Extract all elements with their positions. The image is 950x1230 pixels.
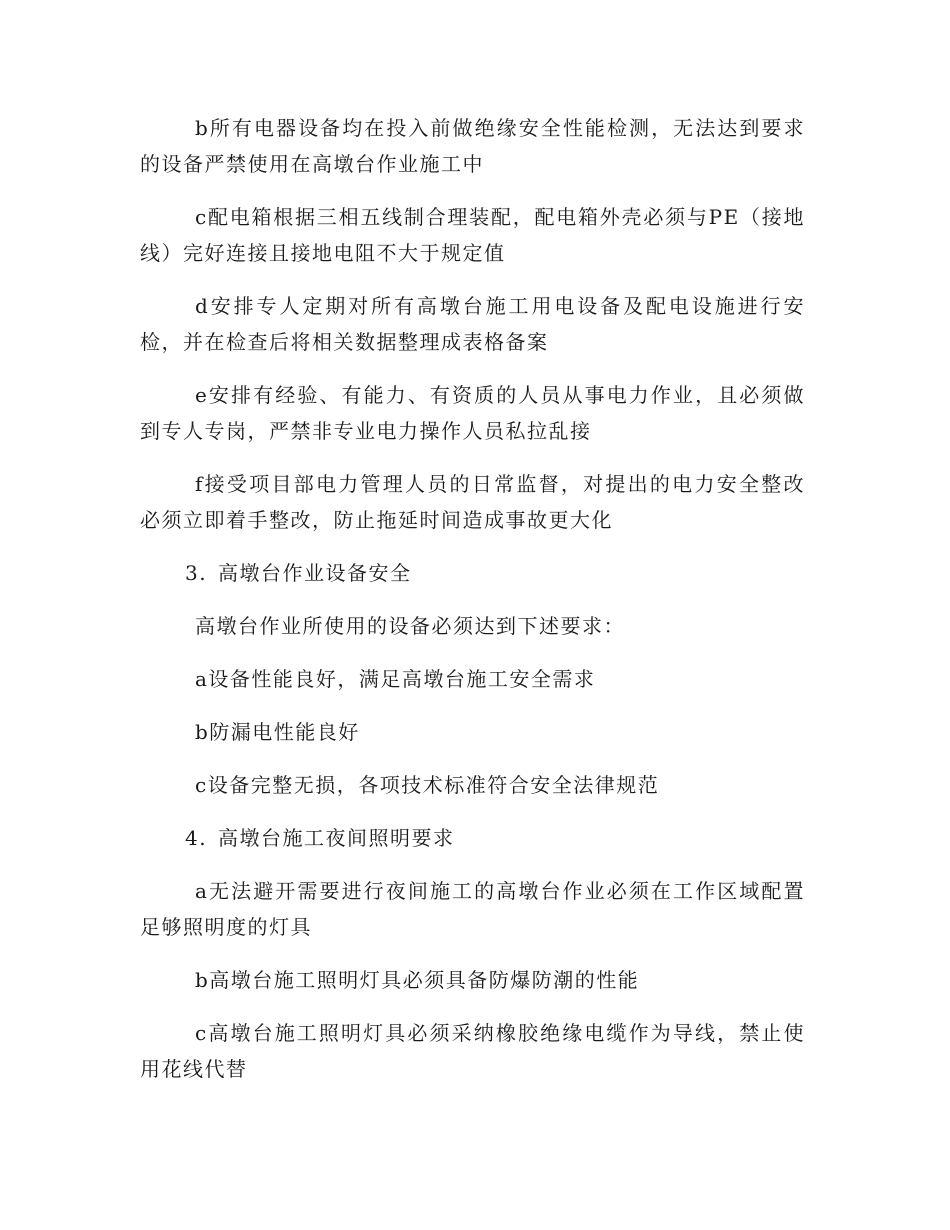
paragraph-a-equipment-performance: a设备性能良好，满足高墩台施工安全需求 <box>195 667 596 691</box>
paragraph-b-electrical-inspection: b所有电器设备均在投入前做绝缘安全性能检测，无法达到要求的设备严禁使用在高墩台作业施工中 <box>140 116 805 176</box>
paragraph-b-explosion-proof-lamps: b高墩台施工照明灯具必须具备防爆防潮的性能 <box>195 968 640 992</box>
paragraph-e-qualified-personnel: e安排有经验、有能力、有资质的人员从事电力作业，且必须做到专人专岗，严禁非专业电力操作人员私拉乱接 <box>140 383 805 443</box>
paragraph-a-night-lighting: a无法避开需要进行夜间施工的高墩台作业必须在工作区域配置足够照明度的灯具 <box>140 879 805 939</box>
document-body <box>140 110 805 1104</box>
paragraph-c-equipment-integrity: c设备完整无损，各项技术标准符合安全法律规范 <box>195 773 660 797</box>
paragraph-d-regular-inspection: d安排专人定期对所有高墩台施工用电设备及配电设施进行安检，并在检查后将相关数据整理成表格备案 <box>140 294 805 354</box>
paragraph-c-rubber-cable: c高墩台施工照明灯具必须采纳橡胶绝缘电缆作为导线，禁止使用花线代替 <box>140 1021 805 1081</box>
section-number: 4. <box>185 826 208 850</box>
section-title: 高墩台作业设备安全 <box>218 561 412 585</box>
paragraph-b-leakage-protection: b防漏电性能良好 <box>195 720 360 744</box>
section-title: 高墩台施工夜间照明要求 <box>218 826 455 850</box>
paragraph-f-supervision: f接受项目部电力管理人员的日常监督，对提出的电力安全整改必须立即着手整改，防止拖延时间造成事故更大化 <box>140 472 805 532</box>
section-heading-4 <box>140 820 805 856</box>
paragraph-equipment-requirements: 高墩台作业所使用的设备必须达到下述要求： <box>195 614 625 638</box>
section-number: 3. <box>185 561 208 585</box>
paragraph-c-distribution-box: c配电箱根据三相五线制合理装配，配电箱外壳必须与PE（接地线）完好连接且接地电阻不大于规定值 <box>140 205 805 265</box>
section-heading-3 <box>140 555 805 591</box>
